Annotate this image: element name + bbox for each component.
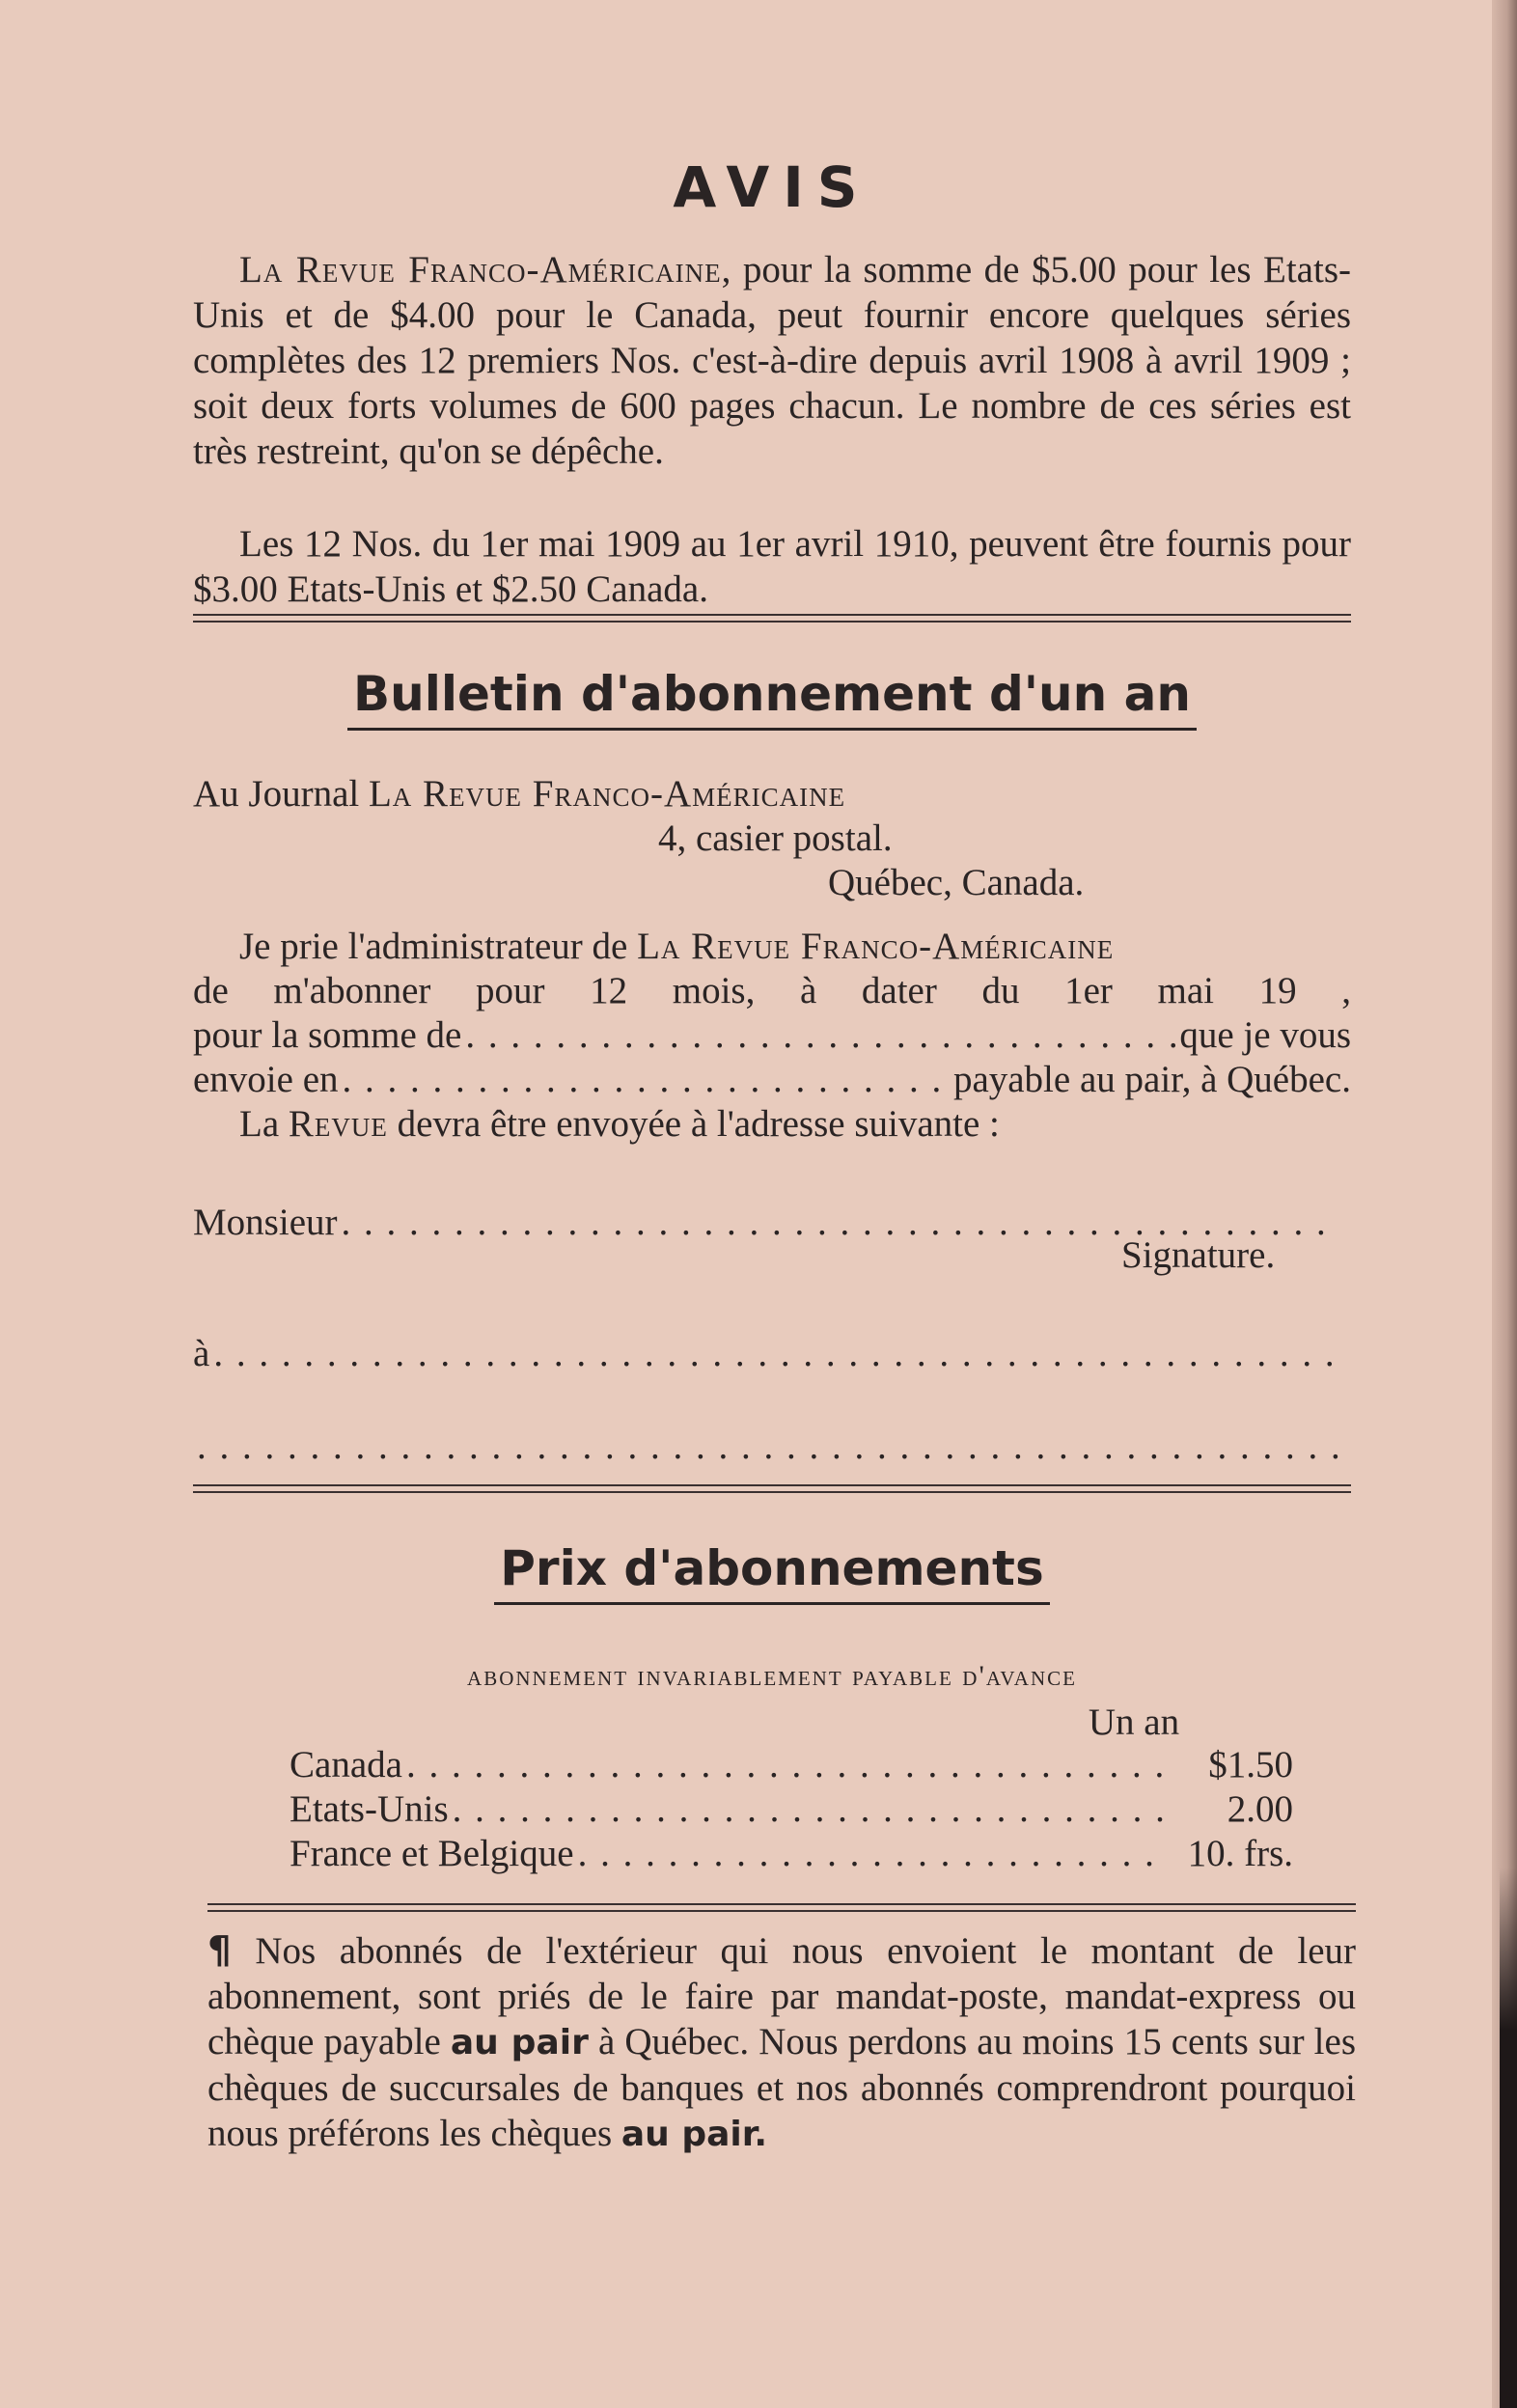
price-row-amount: $1.50 bbox=[1208, 1744, 1293, 1785]
request-line-3-label: pour la somme de bbox=[193, 1014, 462, 1056]
bulletin-title bbox=[193, 666, 1351, 731]
amount-blank bbox=[465, 1013, 1175, 1058]
divider-1 bbox=[193, 614, 1351, 623]
address-line-2: 4, casier postal. bbox=[658, 817, 893, 859]
request-line-1 bbox=[239, 925, 1114, 969]
request-line-5-revue: Revue bbox=[288, 1103, 388, 1145]
price-row bbox=[290, 1832, 1293, 1876]
avis-paragraph-1-text: , pour la somme de $5.00 pour les Etats-Unis et de $4.00 pour le Canada, peut fournir encore quelques séries complètes des 12 premiers Nos. c'est-à-dire depuis avril 1908 à avril 1909 ; soit deux forts volumes de 600 pages chacun. Le nombre de ces séries est très restreint, qu'on se dépêche. bbox=[193, 249, 1351, 472]
request-line-1-journal: La Revue Franco-Américaine bbox=[637, 926, 1115, 967]
request-line-4-label: envoie en bbox=[193, 1059, 339, 1100]
request-line-5-b: devra être envoyée à l'adresse suivante : bbox=[397, 1103, 1000, 1145]
price-row-leader bbox=[578, 1832, 1164, 1876]
request-line-4-tail: payable au pair, à Québec. bbox=[952, 1059, 1351, 1100]
price-row-leader bbox=[453, 1787, 1164, 1832]
footnote-bold-a: au pair bbox=[450, 2023, 589, 2062]
divider-2 bbox=[193, 1484, 1351, 1493]
divider-3 bbox=[207, 1903, 1356, 1912]
avis-paragraph-2: Les 12 Nos. du 1er mai 1909 au 1er avril 1910, peuvent être fournis pour $3.00 Etats-Unis et $2.50 Canada. bbox=[193, 523, 1351, 610]
payment-blank bbox=[343, 1058, 950, 1102]
price-row-leader bbox=[406, 1743, 1164, 1787]
request-line-5 bbox=[239, 1102, 1000, 1147]
address-line-1 bbox=[193, 772, 845, 817]
page-edge-shadow bbox=[1500, 1868, 1517, 2408]
request-line-4 bbox=[193, 1058, 1351, 1102]
footnote-text-b: à Québec. Nous perdons au moins 15 cents sur les chèques de succursales de banques et nos abonnés comprendront pourquoi nous préférons les chèques bbox=[207, 2021, 1356, 2154]
price-row-label: France et Belgique bbox=[290, 1833, 574, 1874]
price-column-header: Un an bbox=[1088, 1702, 1180, 1743]
request-line-5-a: La bbox=[239, 1103, 280, 1145]
prix-title-text: Prix d'abonnements bbox=[494, 1540, 1049, 1605]
address-line-3: Québec, Canada. bbox=[828, 862, 1085, 903]
request-line-3-tail: que je vous bbox=[1179, 1014, 1351, 1056]
avis-title: AVIS bbox=[673, 154, 871, 220]
prix-title bbox=[193, 1540, 1351, 1605]
footnote-text-a: Nos abonnés de l'extérieur qui nous envoient le montant de leur abonnement, sont priés de le faire par mandat-poste, mandat-express ou chèque payable bbox=[207, 1930, 1356, 2062]
price-row-label: Etats-Unis bbox=[290, 1788, 449, 1830]
price-row-amount: 2.00 bbox=[1227, 1788, 1293, 1830]
journal-name: La Revue Franco-Américaine bbox=[239, 249, 722, 291]
footnote bbox=[207, 1928, 1356, 2157]
request-line-1-text: Je prie l'administrateur de bbox=[239, 926, 628, 967]
price-row bbox=[290, 1787, 1293, 1832]
address-blank bbox=[213, 1332, 1347, 1376]
address-row bbox=[193, 1332, 1351, 1376]
price-row bbox=[290, 1743, 1293, 1787]
address-prefix: Au Journal bbox=[193, 773, 360, 815]
price-row-amount: 10. frs. bbox=[1187, 1833, 1293, 1874]
monsieur-label: Monsieur bbox=[193, 1202, 338, 1243]
signature-label: Signature. bbox=[1121, 1234, 1276, 1276]
avis-paragraph-1 bbox=[193, 247, 1351, 474]
request-line-2: de m'abonner pour 12 mois, à dater du 1er mai 19 , bbox=[193, 970, 1351, 1011]
price-row-label: Canada bbox=[290, 1744, 402, 1785]
address-row-2 bbox=[193, 1425, 1351, 1469]
bulletin-title-text: Bulletin d'abonnement d'un an bbox=[347, 666, 1197, 731]
request-line-3 bbox=[193, 1013, 1351, 1058]
prix-notice: abonnement invariablement payable d'avance bbox=[467, 1660, 1077, 1692]
address-journal: La Revue Franco-Américaine bbox=[368, 773, 846, 815]
footnote-bold-b: au pair. bbox=[621, 2115, 768, 2154]
pilcrow-icon: ¶ bbox=[207, 1929, 232, 1973]
address-blank-2 bbox=[197, 1425, 1347, 1469]
a-label: à bbox=[193, 1333, 210, 1374]
